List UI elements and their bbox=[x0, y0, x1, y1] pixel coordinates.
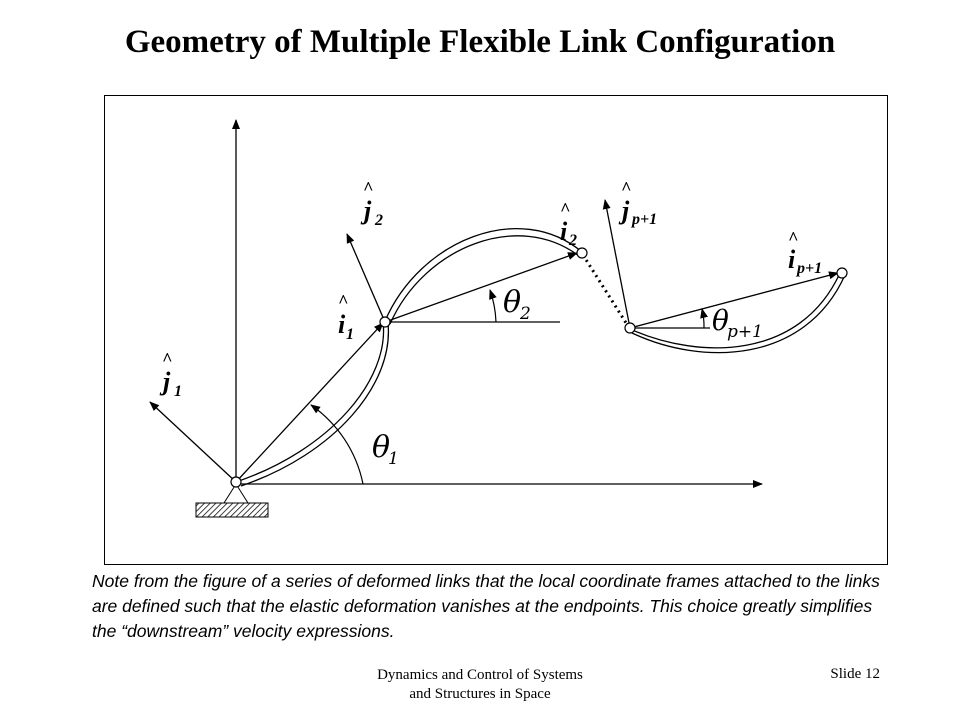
svg-text:^: ^ bbox=[560, 199, 571, 219]
label-jp1 bbox=[618, 178, 657, 228]
unit-vector-ip1 bbox=[630, 273, 838, 328]
svg-text:2: 2 bbox=[569, 232, 577, 249]
theta2-arc bbox=[490, 290, 496, 322]
svg-text:^: ^ bbox=[338, 291, 349, 311]
label-ip1 bbox=[788, 228, 822, 277]
svg-text:i: i bbox=[338, 310, 346, 339]
svg-text:^: ^ bbox=[621, 178, 632, 198]
unit-vector-i1 bbox=[236, 323, 383, 482]
label-thetap1 bbox=[712, 304, 763, 342]
svg-text:i: i bbox=[560, 217, 568, 246]
svg-text:1: 1 bbox=[346, 326, 354, 343]
footer-course-title bbox=[300, 666, 660, 704]
label-j1 bbox=[159, 349, 182, 400]
svg-text:θ: θ bbox=[712, 304, 729, 337]
unit-vector-j1 bbox=[150, 402, 236, 482]
svg-text:p+1: p+1 bbox=[797, 260, 823, 277]
svg-text:1: 1 bbox=[174, 383, 182, 400]
svg-text:^: ^ bbox=[788, 228, 799, 248]
theta1-arc bbox=[311, 405, 363, 484]
svg-text:1: 1 bbox=[388, 449, 399, 469]
svg-text:2: 2 bbox=[520, 304, 531, 324]
unit-vector-j2 bbox=[347, 234, 385, 322]
svg-text:p+1: p+1 bbox=[632, 211, 658, 228]
label-i1 bbox=[338, 291, 354, 343]
svg-text:j: j bbox=[364, 196, 372, 225]
ground-support-icon bbox=[196, 484, 268, 517]
svg-text:^: ^ bbox=[162, 349, 173, 369]
svg-text:i: i bbox=[788, 245, 796, 274]
footer-line-2: and Structures in Space bbox=[409, 686, 551, 702]
hinge-joint-icon bbox=[577, 248, 587, 258]
label-j2 bbox=[360, 178, 383, 229]
hinge-joint-icon bbox=[837, 268, 847, 278]
svg-text:p+1: p+1 bbox=[727, 322, 763, 342]
label-i2 bbox=[560, 199, 577, 249]
svg-text:θ: θ bbox=[503, 285, 522, 320]
hinge-joint-icon bbox=[231, 477, 241, 487]
slide-number: Slide 12 bbox=[830, 666, 880, 682]
hinge-joint-icon bbox=[380, 317, 390, 327]
svg-text:j: j bbox=[163, 367, 171, 396]
svg-text:θ: θ bbox=[372, 430, 391, 465]
hinge-joint-icon bbox=[625, 323, 635, 333]
figure-note: Note from the figure of a series of deformed links that the local coordinate frames attached to the links are defined such that the elastic deformation vanishes at the endpoints. This choice greatly simplifies the “downstream” velocity expressions. bbox=[92, 571, 880, 641]
intermediate-links-dots bbox=[583, 255, 628, 326]
label-theta2 bbox=[503, 285, 531, 324]
unit-vector-i2 bbox=[385, 253, 577, 322]
slide-title: Geometry of Multiple Flexible Link Configuration bbox=[124, 24, 836, 60]
link-2-beam bbox=[385, 229, 582, 321]
svg-text:j: j bbox=[622, 196, 630, 225]
label-theta1 bbox=[372, 430, 399, 469]
thetap1-arc bbox=[702, 309, 704, 328]
footer-line-1: Dynamics and Control of Systems bbox=[377, 667, 583, 683]
svg-text:^: ^ bbox=[363, 178, 374, 198]
svg-text:2: 2 bbox=[375, 212, 383, 229]
